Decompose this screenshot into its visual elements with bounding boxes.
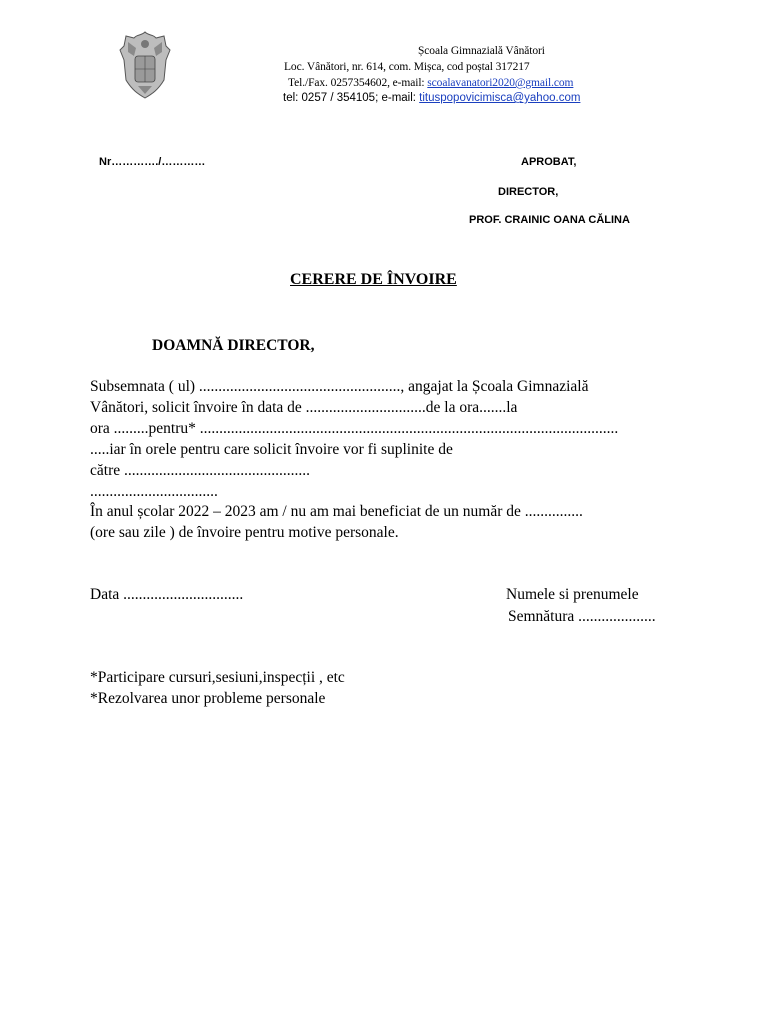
salutation: DOAMNĂ DIRECTOR,: [152, 337, 315, 354]
body-line-4: .....iar în orele pentru care solicit învoire vor fi suplinite de: [90, 441, 453, 458]
document-title: CERERE DE ÎNVOIRE: [290, 271, 457, 288]
body-line-3: ora .........pentru* ............................................................................................................: [90, 420, 619, 437]
date-field: Data ...............................: [90, 586, 244, 603]
body-line-8: (ore sau zile ) de învoire pentru motive personale.: [90, 524, 399, 541]
director-label: DIRECTOR,: [498, 186, 559, 198]
school-address: Loc. Vânători, nr. 614, com. Mișca, cod poștal 317217: [284, 61, 530, 73]
body-line-5: către ................................................: [90, 462, 310, 479]
registration-number: Nr…………./…………: [99, 156, 206, 168]
director-name: PROF. CRAINIC OANA CĂLINA: [469, 214, 630, 226]
body-line-1: Subsemnata ( ul) ...................................................., angajat la Școala Gimnazială: [90, 378, 589, 395]
email-link-gmail[interactable]: scoalavanatori2020@gmail.com: [427, 77, 574, 89]
signature-field: Semnătura ....................: [508, 608, 656, 625]
name-field: Numele si prenumele: [506, 586, 639, 603]
school-tel: [283, 92, 580, 104]
note-2: *Rezolvarea unor probleme personale: [90, 690, 326, 707]
note-1: *Participare cursuri,sesiuni,inspecții , etc: [90, 669, 345, 686]
school-telfax: [288, 76, 573, 91]
school-name: Școala Gimnazială Vânători: [418, 45, 545, 57]
body-line-6: .................................: [90, 483, 218, 500]
coat-of-arms-icon: [118, 30, 172, 100]
approval-label: APROBAT,: [521, 156, 577, 168]
body-line-7: În anul școlar 2022 – 2023 am / nu am mai beneficiat de un număr de ...............: [90, 503, 583, 520]
telfax-text: Tel./Fax. 0257354602, e-mail:: [288, 77, 428, 89]
email-link-yahoo[interactable]: tituspopovicimisca@yahoo.com: [419, 92, 581, 104]
body-line-2: Vânători, solicit învoire în data de ...............................de la ora.......la: [90, 399, 518, 416]
tel-text: tel: 0257 / 354105; e-mail:: [283, 92, 420, 104]
